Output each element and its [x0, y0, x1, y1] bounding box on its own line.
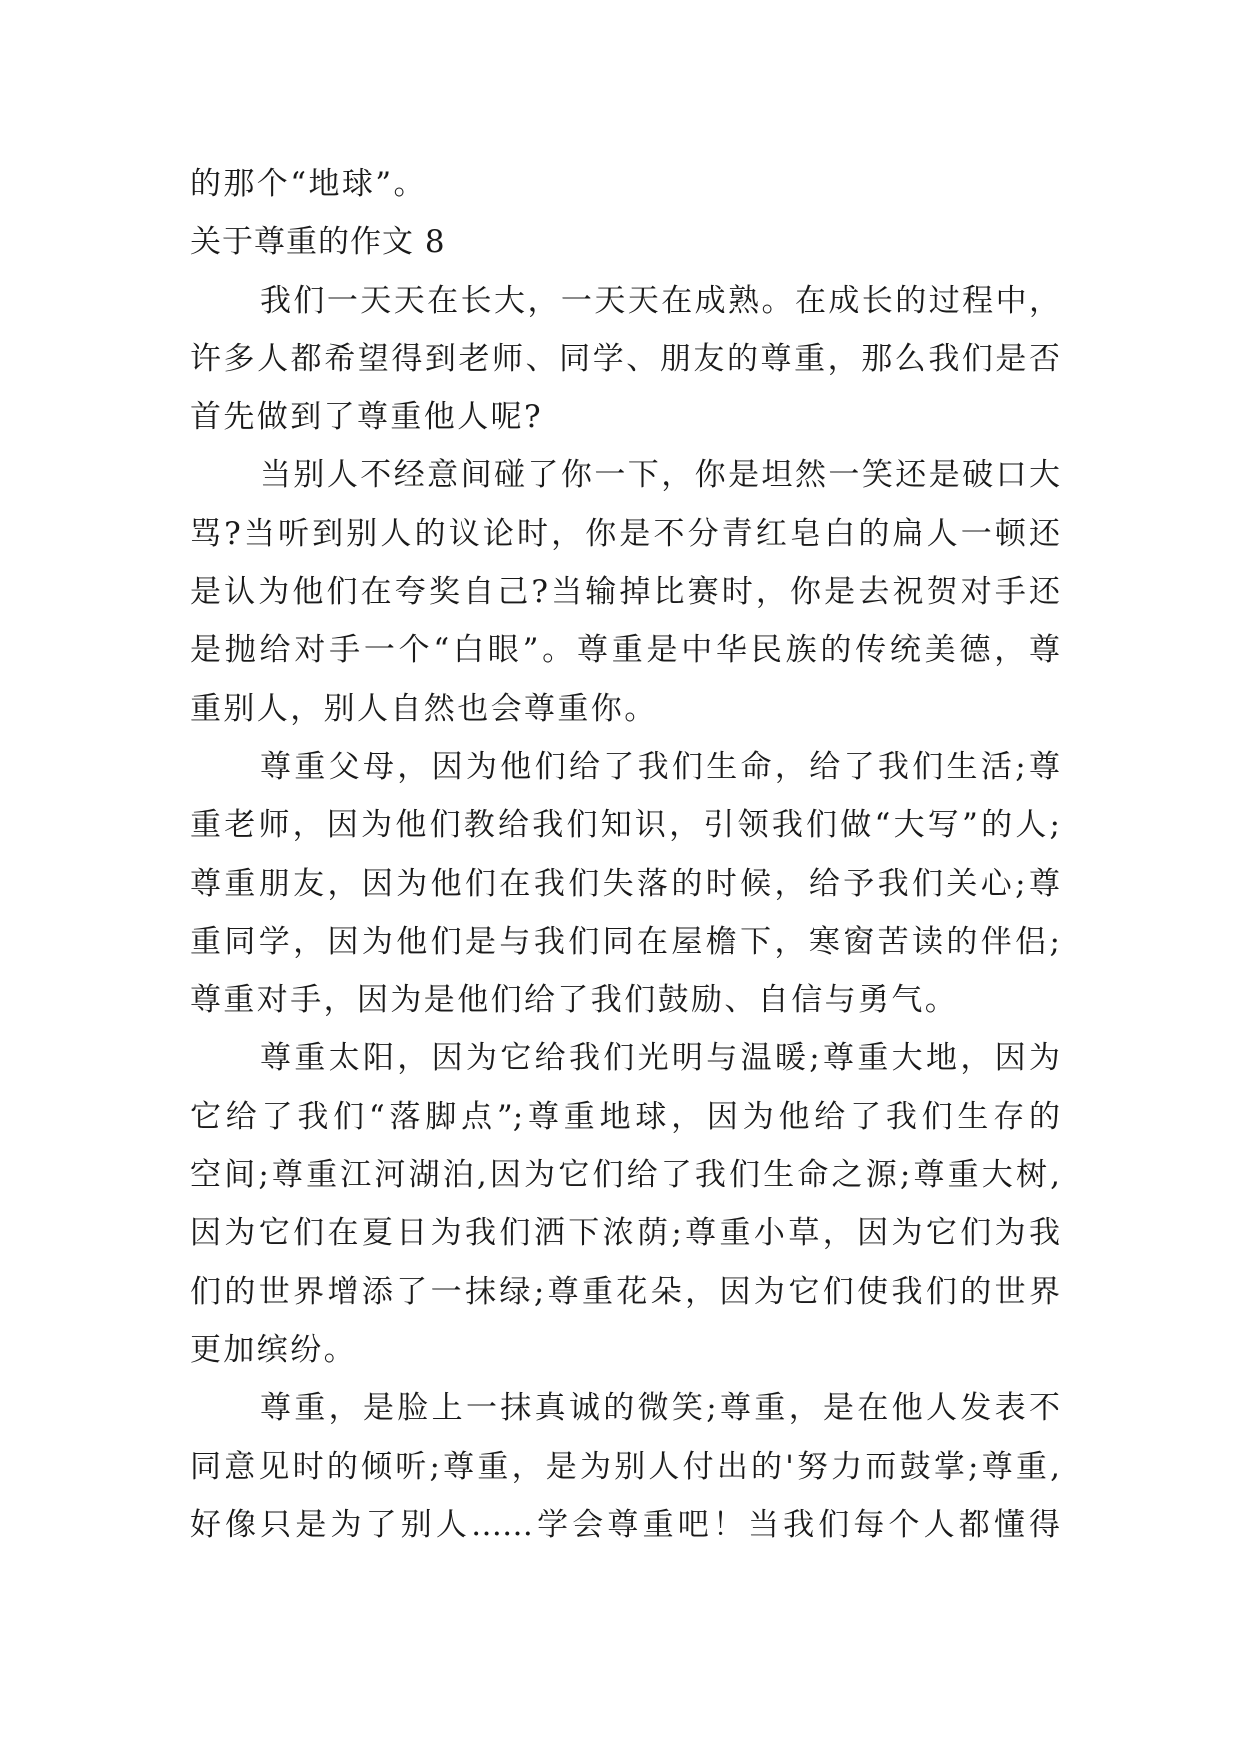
text-line: 它给了我们“落脚点”;尊重地球，因为他给了我们生存的 [190, 1098, 1060, 1135]
text-line: 许多人都希望得到老师、同学、朋友的尊重，那么我们是否 [190, 340, 1060, 377]
text-line: 首先做到了尊重他人呢? [190, 399, 544, 436]
text-line: 们的世界增添了一抹绿;尊重花朵，因为它们使我们的世界 [190, 1273, 1060, 1310]
paragraph-4 [190, 1029, 1060, 1379]
document-page [190, 155, 1060, 1554]
text-line: 我们一天天在长大，一天天在成熟。在成长的过程中， [260, 282, 1060, 319]
text-line: 尊重父母，因为他们给了我们生命，给了我们生活;尊 [260, 748, 1060, 785]
text-line: 因为它们在夏日为我们洒下浓荫;尊重小草，因为它们为我 [190, 1215, 1060, 1252]
paragraph-3 [190, 738, 1060, 1029]
text-line: 更加缤纷。 [190, 1331, 357, 1368]
text-line: 尊重朋友，因为他们在我们失落的时候，给予我们关心;尊 [190, 865, 1060, 902]
text-line: 是抛给对手一个“白眼”。尊重是中华民族的传统美德，尊 [190, 632, 1060, 669]
text-line: 重老师，因为他们教给我们知识，引领我们做“大写”的人; [190, 807, 1060, 844]
text-line: 尊重对手，因为是他们给了我们鼓励、自信与勇气。 [190, 982, 959, 1019]
text-line: 尊重太阳，因为它给我们光明与温暖;尊重大地，因为 [260, 1040, 1060, 1077]
text-line: 同意见时的倾听;尊重，是为别人付出的'努力而鼓掌;尊重, [190, 1448, 1060, 1485]
paragraph-1 [190, 272, 1060, 447]
text-line: 好像只是为了别人……学会尊重吧！当我们每个人都懂得 [190, 1506, 1060, 1543]
paragraph-5 [190, 1379, 1060, 1554]
text-line: 重别人，别人自然也会尊重你。 [190, 690, 658, 727]
text-line: 重同学，因为他们是与我们同在屋檐下，寒窗苦读的伴侣; [190, 923, 1060, 960]
paragraph-2 [190, 446, 1060, 737]
text-line: 是认为他们在夸奖自己?当输掉比赛时，你是去祝贺对手还 [190, 574, 1060, 611]
text-line: 当别人不经意间碰了你一下，你是坦然一笑还是破口大 [260, 457, 1060, 494]
text-line: 空间;尊重江河湖泊,因为它们给了我们生命之源;尊重大树, [190, 1157, 1060, 1194]
essay-heading: 关于尊重的作文 8 [190, 224, 446, 261]
text-line: 尊重，是脸上一抹真诚的微笑;尊重，是在他人发表不 [260, 1390, 1060, 1427]
continued-line: 的那个“地球”。 [190, 166, 427, 202]
text-line: 骂?当听到别人的议论时，你是不分青红皂白的扁人一顿还 [190, 515, 1060, 552]
